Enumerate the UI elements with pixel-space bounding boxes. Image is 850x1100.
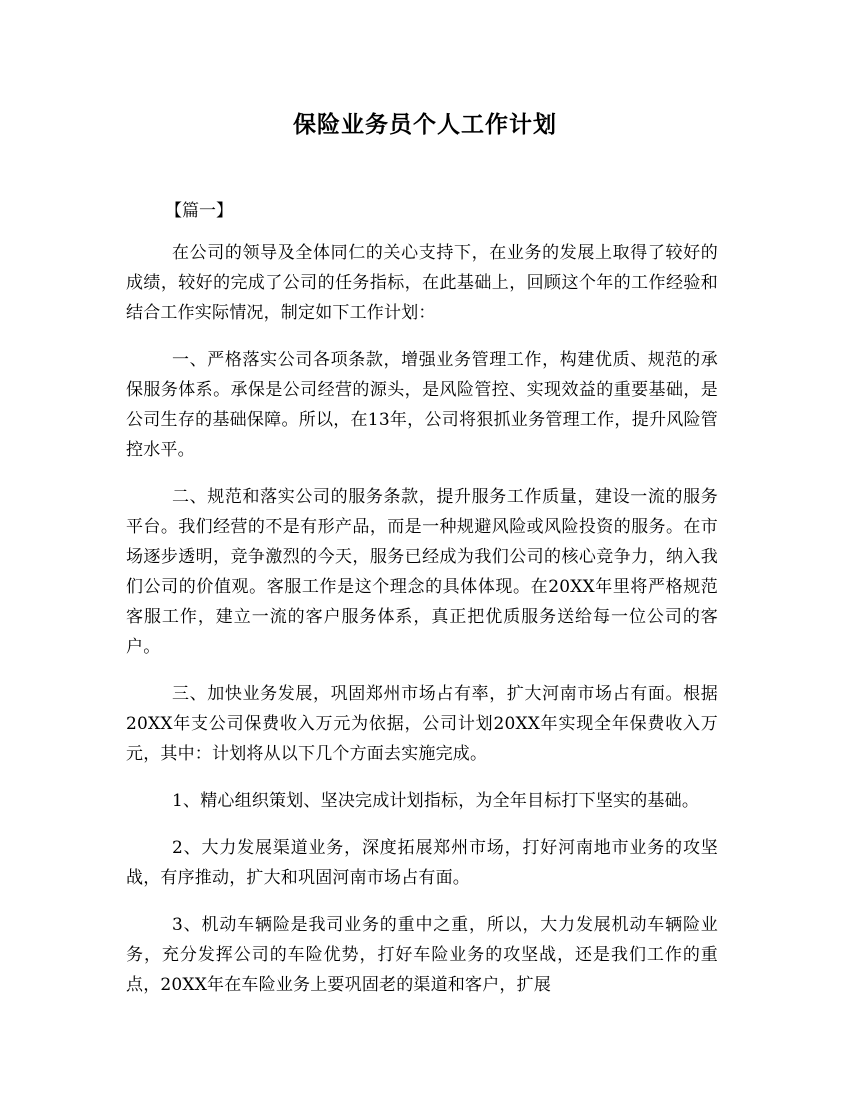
paragraph-subitem-1: 1、精心组织策划、坚决完成计划指标，为全年目标打下坚实的基础。 [172,791,700,811]
paragraph-intro: 在公司的领导及全体同仁的关心支持下，在业务的发展上取得了较好的成绩，较好的完成了公司的任务指标，在此基础上，回顾这个年的工作经验和结合工作实际情况，制定如下工作计划： [126,243,718,323]
paragraph-item-3: 三、加快业务发展，巩固郑州市场占有率，扩大河南市场占有面。根据20XX年支公司保费收入万元为依据，公司计划20XX年实现全年保费收入万元，其中：计划将从以下几个方面去实施完成。 [126,684,718,764]
document-body [126,196,718,1017]
section-label: 【篇一】 [165,201,233,221]
paragraph-item-1: 一、严格落实公司各项条款，增强业务管理工作，构建优质、规范的承保服务体系。承保是公司经营的源头，是风险管控、实现效益的重要基础，是公司生存的基础保障。所以，在13年，公司将狠抓业务管理工作，提升风险管控水平。 [126,350,718,460]
document-title: 保险业务员个人工作计划 [293,112,557,138]
paragraph-subitem-3: 3、机动车辆险是我司业务的重中之重，所以，大力发展机动车辆险业务，充分发挥公司的车险优势，打好车险业务的攻坚战，还是我们工作的重点，20XX年在车险业务上要巩固老的渠道和客户，扩展 [126,915,718,995]
paragraph-item-2: 二、规范和落实公司的服务条款，提升服务工作质量，建设一流的服务平台。我们经营的不是有形产品，而是一种规避风险或风险投资的服务。在市场逐步透明，竞争激烈的今天，服务已经成为我们公司的核心竞争力，纳入我们公司的价值观。客服工作是这个理念的具体体现。在20XX年里将严格规范客服工作，建立一流的客户服务体系，真正把优质服务送给每一位公司的客户。 [126,487,718,657]
paragraph-subitem-2: 2、大力发展渠道业务，深度拓展郑州市场，打好河南地市业务的攻坚战，有序推动，扩大和巩固河南市场占有面。 [126,838,718,888]
